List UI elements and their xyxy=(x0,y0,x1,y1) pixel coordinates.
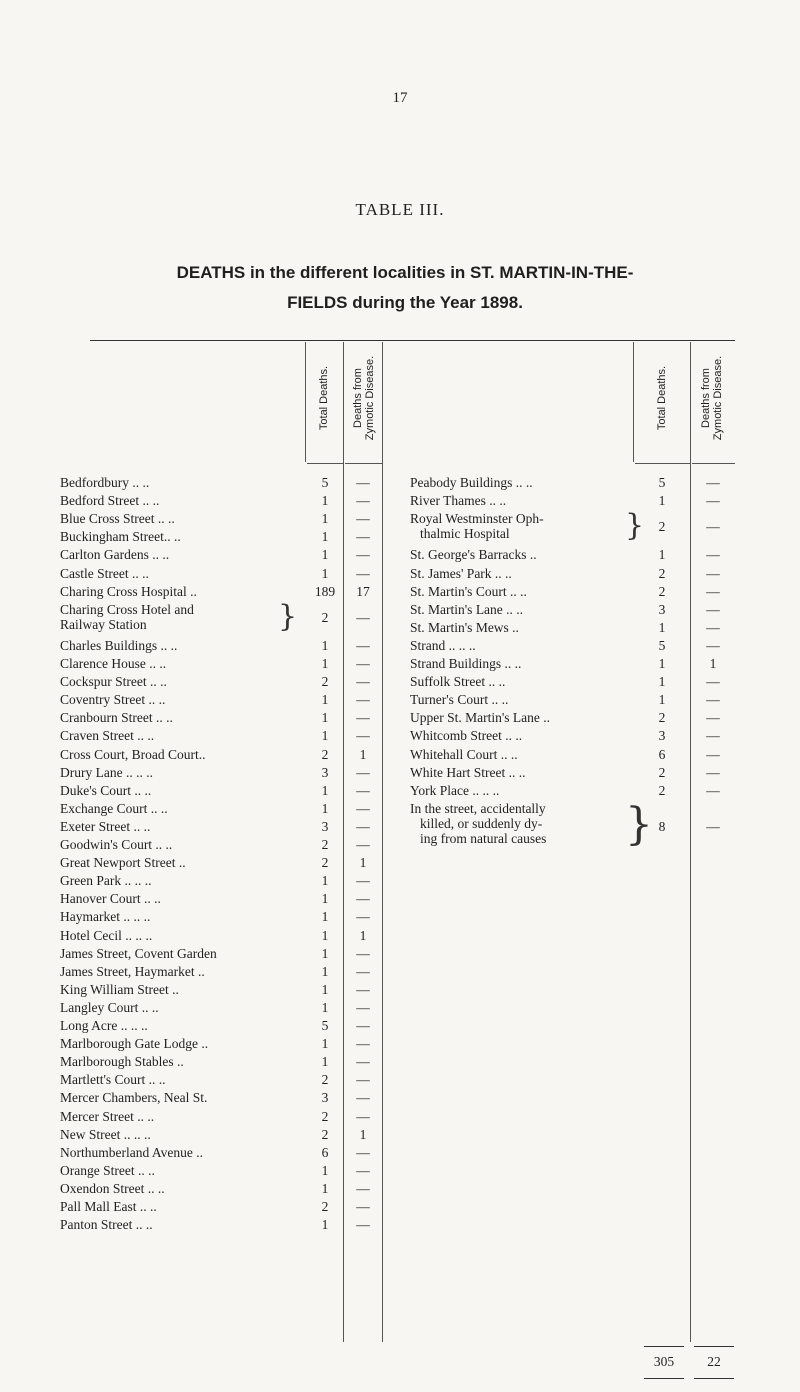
total-deaths: 1 xyxy=(321,999,329,1015)
locality-name: Castle Street .. .. xyxy=(60,565,149,581)
locality-name: Strand .. .. .. xyxy=(410,637,476,653)
zymotic-deaths: — xyxy=(356,873,370,889)
locality-name: Hanover Court .. .. xyxy=(60,891,161,907)
zymotic-deaths: — xyxy=(356,710,370,726)
zymotic-deaths: — xyxy=(356,1018,370,1033)
zymotic-deaths: — xyxy=(356,800,370,816)
col-rule xyxy=(692,463,735,464)
locality-name: Exeter Street .. .. xyxy=(60,818,151,834)
zymotic-deaths: — xyxy=(356,1144,370,1160)
col-rule xyxy=(345,463,382,464)
locality-name: Pall Mall East .. .. xyxy=(60,1199,157,1214)
locality-name: Cross Court, Broad Court.. xyxy=(60,746,206,762)
total-deaths: 5 xyxy=(321,1018,329,1033)
zymotic-deaths: — xyxy=(356,818,370,834)
locality-name-line: In the street, accidentally xyxy=(410,800,546,816)
right-total-header: Total Deaths. xyxy=(656,365,668,431)
locality-name: Cockspur Street .. .. xyxy=(60,674,167,690)
col-rule xyxy=(307,463,343,464)
zymotic-deaths: — xyxy=(356,674,370,690)
total-deaths: 2 xyxy=(658,764,666,780)
locality-name-multiline xyxy=(60,602,194,632)
locality-name-multiline xyxy=(410,801,546,846)
total-deaths: 2 xyxy=(321,746,329,762)
zymotic-deaths: — xyxy=(706,818,720,834)
locality-name: Peabody Buildings .. .. xyxy=(410,475,533,490)
zymotic-deaths: — xyxy=(356,945,370,961)
locality-name: Charing Cross Hospital .. xyxy=(60,583,197,599)
total-deaths: 8 xyxy=(658,818,666,834)
locality-name-line: Royal Westminster Oph- xyxy=(410,511,544,527)
total-deaths: 1 xyxy=(321,945,329,961)
total-deaths: 1 xyxy=(321,493,329,509)
locality-name: Marlborough Stables .. xyxy=(60,1054,184,1070)
total-deaths: 3 xyxy=(321,1090,329,1106)
zymotic-header-line-2: Zymotic Disease. xyxy=(712,355,724,441)
locality-name-line: killed, or suddenly dy- xyxy=(420,815,543,831)
locality-name: Clarence House .. .. xyxy=(60,656,167,671)
vrule xyxy=(382,342,383,1342)
zymotic-deaths: — xyxy=(356,692,370,708)
total-deaths: 1 xyxy=(321,529,329,545)
total-deaths: 1 xyxy=(321,873,329,889)
zymotic-deaths: 1 xyxy=(359,746,367,762)
zymotic-deaths: — xyxy=(706,637,720,653)
zymotic-deaths: — xyxy=(356,764,370,780)
zymotic-deaths: — xyxy=(706,519,720,535)
locality-name: Whitcomb Street .. .. xyxy=(410,728,523,744)
locality-name: Panton Street .. .. xyxy=(60,1217,153,1233)
zymotic-deaths: — xyxy=(356,1217,370,1233)
locality-name: Duke's Court .. .. xyxy=(60,782,152,798)
locality-name: Hotel Cecil .. .. .. xyxy=(60,927,153,943)
total-deaths: 5 xyxy=(658,637,666,653)
locality-name-multiline xyxy=(410,511,544,541)
brace-icon: } xyxy=(625,508,645,544)
total-deaths: 2 xyxy=(658,583,666,599)
total-deaths: 1 xyxy=(658,674,666,690)
total-deaths: 2 xyxy=(658,710,666,726)
zymotic-deaths: — xyxy=(356,1108,370,1124)
zymotic-deaths: — xyxy=(706,710,720,726)
zymotic-deaths: 1 xyxy=(359,927,367,943)
zymotic-deaths: — xyxy=(356,656,370,671)
locality-name: Carlton Gardens .. .. xyxy=(60,547,170,563)
locality-name: James Street, Haymarket .. xyxy=(60,963,205,979)
locality-name: Blue Cross Street .. .. xyxy=(60,511,175,527)
locality-name: Martlett's Court .. .. xyxy=(60,1072,166,1088)
locality-name: Mercer Chambers, Neal St. xyxy=(60,1090,208,1106)
locality-name: Haymarket .. .. .. xyxy=(60,909,151,925)
locality-name: Marlborough Gate Lodge .. xyxy=(60,1036,209,1052)
locality-name: Craven Street .. .. xyxy=(60,728,155,744)
total-deaths: 1 xyxy=(321,728,329,744)
locality-name: St. Martin's Court .. .. xyxy=(410,583,527,599)
total-deaths: 1 xyxy=(321,981,329,997)
total-deaths: 1 xyxy=(321,565,329,581)
total-deaths: 1 xyxy=(321,1180,329,1196)
locality-name-line: Railway Station xyxy=(60,616,147,632)
total-rule xyxy=(694,1346,734,1347)
left-zymotic-header xyxy=(352,338,376,458)
locality-name: Mercer Street .. .. xyxy=(60,1108,155,1124)
total-deaths: 1 xyxy=(321,782,329,798)
total-deaths: 2 xyxy=(321,1126,329,1142)
vrule xyxy=(690,342,691,1342)
locality-name: King William Street .. xyxy=(60,981,179,997)
locality-name: Whitehall Court .. .. xyxy=(410,746,518,762)
zymotic-deaths: 1 xyxy=(359,855,367,871)
zymotic-deaths: — xyxy=(356,547,370,563)
zymotic-deaths: — xyxy=(356,909,370,925)
total-deaths: 3 xyxy=(321,818,329,834)
locality-name: Upper St. Martin's Lane .. xyxy=(410,710,551,726)
zymotic-deaths: — xyxy=(706,728,720,744)
total-deaths: 1 xyxy=(321,927,329,943)
locality-name: Goodwin's Court .. .. xyxy=(60,837,173,852)
locality-name: St. Martin's Lane .. .. xyxy=(410,601,524,617)
zymotic-deaths: — xyxy=(706,583,720,599)
zymotic-deaths: — xyxy=(356,963,370,979)
total-deaths: 5 xyxy=(321,475,329,490)
zymotic-deaths: 17 xyxy=(356,583,370,599)
brace-icon: } xyxy=(278,598,298,634)
locality-name-line: ing from natural causes xyxy=(420,830,547,846)
zymotic-deaths: — xyxy=(356,891,370,907)
total-deaths: 1 xyxy=(321,1217,329,1233)
locality-name: Northumberland Avenue .. xyxy=(60,1144,203,1160)
zymotic-deaths: — xyxy=(356,529,370,545)
zymotic-deaths: — xyxy=(356,511,370,527)
zymotic-header-line-1: Deaths from xyxy=(352,368,364,428)
locality-name: James Street, Covent Garden xyxy=(60,945,217,961)
heading-line-1: DEATHS in the different localities in ST. MARTIN-IN-THE- xyxy=(176,263,634,282)
zymotic-deaths: — xyxy=(706,601,720,617)
zymotic-deaths: — xyxy=(356,637,370,653)
zymotic-deaths: — xyxy=(356,1162,370,1178)
zymotic-deaths: — xyxy=(706,764,720,780)
zymotic-header-line-1: Deaths from xyxy=(700,368,712,428)
zymotic-deaths: — xyxy=(356,999,370,1015)
locality-name-line: thalmic Hospital xyxy=(420,526,510,542)
locality-name: Charles Buildings .. .. xyxy=(60,637,178,653)
zymotic-deaths: — xyxy=(356,782,370,798)
zymotic-deaths: — xyxy=(356,1036,370,1052)
total-deaths: 1 xyxy=(658,692,666,708)
zymotic-deaths: — xyxy=(356,1072,370,1088)
table-heading xyxy=(80,258,730,318)
right-zymotic-header xyxy=(700,338,724,458)
locality-name: Langley Court .. .. xyxy=(60,999,159,1015)
vrule xyxy=(633,342,634,462)
zymotic-deaths: — xyxy=(706,692,720,708)
zymotic-deaths: — xyxy=(706,475,720,490)
total-deaths: 2 xyxy=(658,565,666,581)
locality-name: Orange Street .. .. xyxy=(60,1162,155,1178)
locality-name: White Hart Street .. .. xyxy=(410,764,526,780)
total-rule xyxy=(644,1346,684,1347)
total-deaths: 2 xyxy=(658,782,666,798)
locality-name: St. Martin's Mews .. xyxy=(410,619,519,635)
locality-name: Long Acre .. .. .. xyxy=(60,1018,148,1033)
total-deaths: 5 xyxy=(658,475,666,490)
locality-name: Cranbourn Street .. .. xyxy=(60,710,173,726)
locality-name: New Street .. .. .. xyxy=(60,1126,151,1142)
total-deaths: 1 xyxy=(321,891,329,907)
total-deaths: 1 xyxy=(658,656,666,671)
total-deaths: 1 xyxy=(321,909,329,925)
locality-name: Turner's Court .. .. xyxy=(410,692,509,708)
total-deaths: 2 xyxy=(321,609,329,625)
total-deaths: 1 xyxy=(321,1162,329,1178)
total-deaths: 189 xyxy=(314,583,336,599)
zymotic-deaths: — xyxy=(356,1180,370,1196)
total-deaths: 1 xyxy=(658,547,666,563)
total-deaths: 1 xyxy=(658,619,666,635)
zymotic-deaths: — xyxy=(706,565,720,581)
locality-name: Strand Buildings .. .. xyxy=(410,656,522,671)
total-deaths: 1 xyxy=(321,637,329,653)
locality-name: Great Newport Street .. xyxy=(60,855,186,871)
locality-name: Drury Lane .. .. .. xyxy=(60,764,153,780)
total-deaths: 1 xyxy=(321,1054,329,1070)
total-deaths: 2 xyxy=(321,1072,329,1088)
zymotic-deaths: — xyxy=(706,674,720,690)
zymotic-deaths: — xyxy=(706,782,720,798)
locality-name: Buckingham Street.. .. xyxy=(60,529,181,545)
total-rule xyxy=(644,1378,684,1379)
zymotic-deaths: — xyxy=(706,619,720,635)
locality-name: St. George's Barracks .. xyxy=(410,547,537,563)
zymotic-deaths: — xyxy=(706,547,720,563)
total-deaths: 3 xyxy=(658,728,666,744)
zymotic-deaths: — xyxy=(356,609,370,625)
locality-name: Green Park .. .. .. xyxy=(60,873,152,889)
locality-name: York Place .. .. .. xyxy=(410,782,500,798)
locality-name: Oxendon Street .. .. xyxy=(60,1180,165,1196)
col-rule xyxy=(635,463,690,464)
locality-name: River Thames .. .. xyxy=(410,493,507,509)
total-deaths: 2 xyxy=(321,674,329,690)
total-deaths: 1 xyxy=(321,692,329,708)
total-deaths: 1 xyxy=(321,1036,329,1052)
zymotic-deaths: — xyxy=(356,475,370,490)
zymotic-deaths: — xyxy=(356,565,370,581)
total-deaths: 2 xyxy=(321,1199,329,1214)
zymotic-deaths: — xyxy=(356,728,370,744)
locality-name-line: Charing Cross Hotel and xyxy=(60,601,194,617)
total-deaths: 1 xyxy=(321,710,329,726)
grand-total-zymotic: 22 xyxy=(707,1354,721,1369)
zymotic-deaths: — xyxy=(356,493,370,509)
total-deaths: 1 xyxy=(321,800,329,816)
total-deaths: 1 xyxy=(321,963,329,979)
total-deaths: 1 xyxy=(321,511,329,527)
zymotic-deaths: — xyxy=(706,746,720,762)
grand-total-deaths: 305 xyxy=(653,1354,675,1369)
total-deaths: 2 xyxy=(321,855,329,871)
page-number: 17 xyxy=(392,90,408,106)
heading-line-2: FIELDS during the Year 1898. xyxy=(287,293,523,312)
brace-icon: } xyxy=(625,798,653,850)
locality-name: Exchange Court .. .. xyxy=(60,800,168,816)
total-deaths: 1 xyxy=(321,656,329,671)
zymotic-deaths: — xyxy=(356,837,370,852)
zymotic-deaths: 1 xyxy=(709,656,717,671)
locality-name: Coventry Street .. .. xyxy=(60,692,166,708)
left-total-header: Total Deaths. xyxy=(318,365,330,431)
total-deaths: 2 xyxy=(658,519,666,535)
total-deaths: 6 xyxy=(321,1144,329,1160)
total-deaths: 2 xyxy=(321,1108,329,1124)
total-deaths: 3 xyxy=(321,764,329,780)
total-deaths: 1 xyxy=(658,493,666,509)
total-deaths: 2 xyxy=(321,837,329,852)
zymotic-deaths: — xyxy=(356,1054,370,1070)
top-rule xyxy=(90,340,735,341)
zymotic-deaths: — xyxy=(356,1090,370,1106)
zymotic-deaths: — xyxy=(356,981,370,997)
vrule xyxy=(305,342,306,462)
zymotic-deaths: — xyxy=(356,1199,370,1214)
zymotic-deaths: 1 xyxy=(359,1126,367,1142)
zymotic-header-line-2: Zymotic Disease. xyxy=(364,355,376,441)
table-label: TABLE III. xyxy=(355,200,445,219)
zymotic-deaths: — xyxy=(706,493,720,509)
locality-name: Bedfordbury .. .. xyxy=(60,475,150,490)
total-deaths: 1 xyxy=(321,547,329,563)
vrule xyxy=(343,342,344,1342)
total-deaths: 6 xyxy=(658,746,666,762)
locality-name: Suffolk Street .. .. xyxy=(410,674,506,690)
total-rule xyxy=(694,1378,734,1379)
locality-name: Bedford Street .. .. xyxy=(60,493,160,509)
locality-name: St. James' Park .. .. xyxy=(410,565,512,581)
total-deaths: 3 xyxy=(658,601,666,617)
